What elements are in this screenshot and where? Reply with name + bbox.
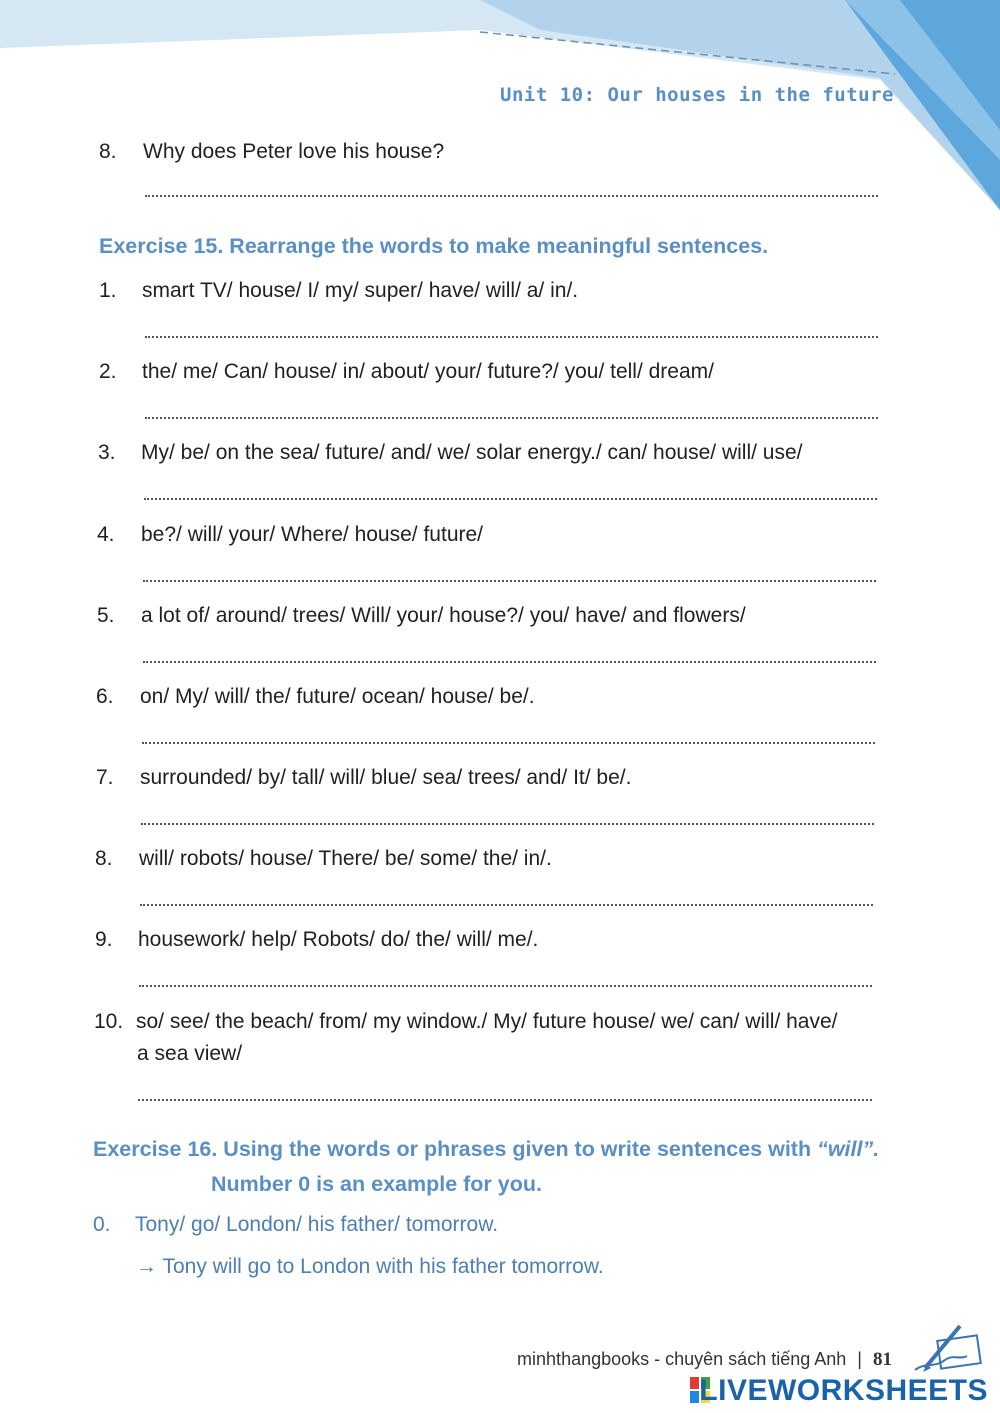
item-number: 4. [97, 523, 115, 546]
answer-line[interactable] [145, 336, 878, 338]
page-number: 81 [873, 1349, 892, 1370]
item-text: so/ see/ the beach/ from/ my window./ My/ future house/ we/ can/ will/ have/ [136, 1010, 838, 1033]
exercise-16-title [93, 1137, 879, 1162]
answer-line[interactable] [144, 498, 877, 500]
liveworksheets-watermark: LIVEWORKSHEETS [699, 1374, 988, 1407]
footer-separator: | [857, 1349, 862, 1369]
item-text: a lot of/ around/ trees/ Will/ your/ house?/ you/ have/ and flowers/ [141, 604, 746, 627]
item-text: surrounded/ by/ tall/ will/ blue/ sea/ trees/ and/ It/ be/. [140, 766, 632, 789]
answer-line[interactable] [139, 985, 872, 987]
unit-title: Unit 10: Our houses in the future [500, 84, 894, 106]
exercise-15-title: Exercise 15. Rearrange the words to make meaningful sentences. [99, 234, 769, 258]
answer-line[interactable] [143, 580, 876, 582]
item-text-continued: a sea view/ [137, 1042, 243, 1065]
list-item [96, 681, 896, 713]
answer-line[interactable] [142, 742, 875, 744]
prev-question [99, 136, 899, 168]
item-number: 2. [99, 360, 117, 383]
item-text: on/ My/ will/ the/ future/ ocean/ house/ be/. [140, 685, 535, 708]
page-footer [517, 1349, 892, 1371]
item-number: 8. [95, 847, 113, 870]
item-text: My/ be/ on the sea/ future/ and/ we/ solar energy./ can/ house/ will/ use/ [141, 441, 803, 464]
item-text: smart TV/ house/ I/ my/ super/ have/ will/ a/ in/. [142, 279, 579, 302]
item-text: will/ robots/ house/ There/ be/ some/ the/ in/. [139, 847, 552, 870]
pen-icon [905, 1320, 985, 1380]
answer-line[interactable] [145, 195, 878, 197]
item-number: 6. [96, 685, 114, 708]
answer-line[interactable] [138, 1099, 872, 1101]
list-item [96, 762, 896, 794]
question-text: Why does Peter love his house? [143, 140, 445, 163]
exercise-16-title-quote: “will”. [817, 1137, 880, 1161]
answer-line[interactable] [145, 417, 878, 419]
item-number: 1. [99, 279, 117, 302]
item-number: 5. [97, 604, 115, 627]
example-number: 0. [93, 1213, 111, 1236]
item-text: be?/ will/ your/ Where/ house/ future/ [141, 523, 483, 546]
item-text: the/ me/ Can/ house/ in/ about/ your/ future?/ you/ tell/ dream/ [142, 360, 714, 383]
question-number: 8. [99, 140, 117, 163]
list-item [95, 924, 895, 956]
example-prompt: Tony/ go/ London/ his father/ tomorrow. [135, 1213, 499, 1236]
answer-line[interactable] [140, 904, 873, 906]
list-item [95, 843, 895, 875]
example-answer: → Tony will go to London with his father tomorrow. [136, 1255, 604, 1278]
exercise-16-subtitle: Number 0 is an example for you. [211, 1172, 542, 1196]
example-prompt-row [93, 1213, 499, 1237]
list-item [97, 519, 897, 551]
list-item [99, 275, 899, 307]
answer-line[interactable] [141, 823, 874, 825]
item-number: 3. [98, 441, 116, 464]
item-number: 10. [94, 1010, 124, 1033]
item-number: 7. [96, 766, 114, 789]
exercise-16-title-text: Exercise 16. Using the words or phrases given to write sentences with [93, 1137, 818, 1161]
list-item [94, 1006, 914, 1072]
publisher-text: minhthangbooks - chuyên sách tiếng Anh [517, 1349, 847, 1369]
list-item [97, 600, 897, 632]
item-text: housework/ help/ Robots/ do/ the/ will/ me/. [138, 928, 539, 951]
list-item [99, 356, 899, 388]
item-number: 9. [95, 928, 113, 951]
list-item [98, 437, 898, 469]
answer-line[interactable] [143, 661, 876, 663]
